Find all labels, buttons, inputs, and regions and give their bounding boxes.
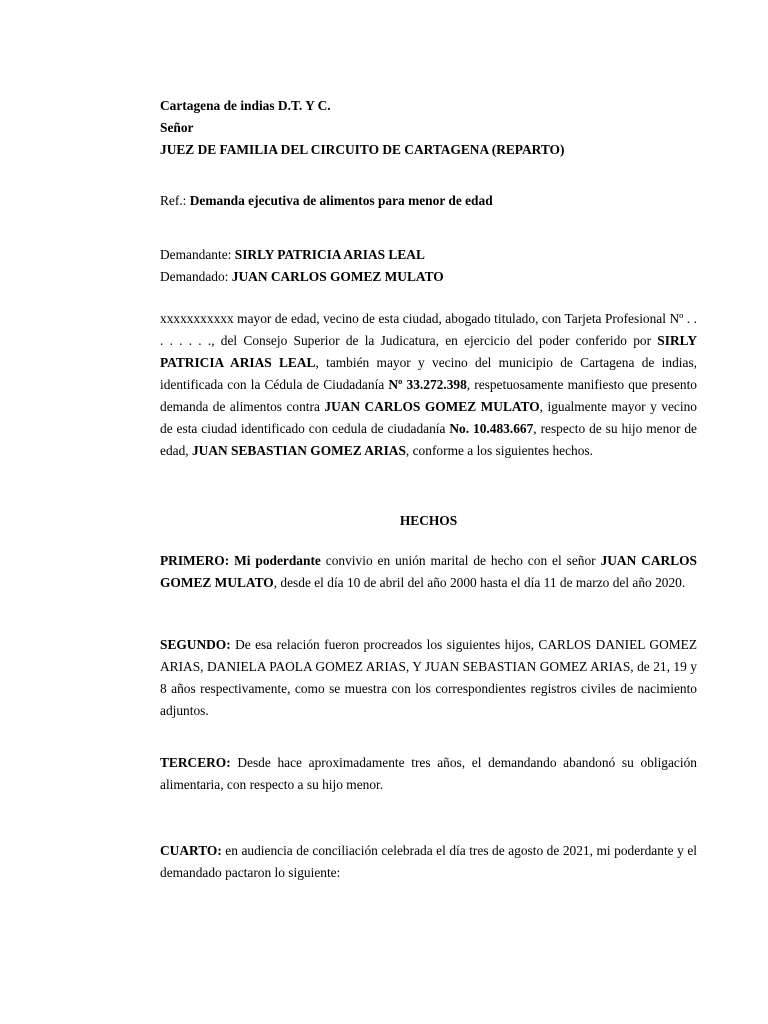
- plaintiff-label: Demandante:: [160, 247, 232, 262]
- primero-defendant-name: JUAN CARLOS GOMEZ MULATO: [160, 553, 697, 590]
- plaintiff-name: SIRLY PATRICIA ARIAS LEAL: [234, 247, 425, 262]
- intro-text-1: xxxxxxxxxxx mayor de edad, vecino de esta ciudad, abogado titulado, con Tarjeta Profesional Nº . . . . . . . ., del Consejo Superior de la Judicatura, en ejercicio del poder conferido por: [160, 311, 697, 348]
- intro-plaintiff-id: Nº 33.272.398: [388, 377, 467, 392]
- primero-label: PRIMERO:: [160, 553, 230, 568]
- city-line: Cartagena de indias D.T. Y C.: [160, 98, 331, 113]
- fact-tercero: [160, 752, 697, 796]
- defendant-label: Demandado:: [160, 269, 229, 284]
- cuarto-label: CUARTO:: [160, 843, 222, 858]
- letter-header: [160, 95, 697, 161]
- ref-label: Ref.:: [160, 193, 187, 208]
- addressee-line: JUEZ DE FAMILIA DEL CIRCUITO DE CARTAGENA (REPARTO): [160, 142, 565, 157]
- cuarto-text: en audiencia de conciliación celebrada el día tres de agosto de 2021, mi poderdante y el demandado pactaron lo siguiente:: [160, 843, 697, 880]
- defendant-name: JUAN CARLOS GOMEZ MULATO: [231, 269, 444, 284]
- intro-text-3: , respetuosamente manifiesto que presento demanda de alimentos contra: [160, 377, 697, 414]
- intro-defendant-id: No. 10.483.667: [449, 421, 534, 436]
- fact-segundo: [160, 634, 697, 722]
- intro-text-2: , también mayor y vecino del municipio de Cartagena de indias, identificada con la Cédula de Ciudadanía: [160, 355, 697, 392]
- intro-text-5: , respecto de su hijo menor de edad,: [160, 421, 698, 458]
- hechos-title: HECHOS: [399, 513, 458, 528]
- ref-text: Demanda ejecutiva de alimentos para menor de edad: [189, 193, 493, 208]
- salutation-line: Señor: [160, 120, 194, 135]
- intro-minor-name: JUAN SEBASTIAN GOMEZ ARIAS: [191, 443, 406, 458]
- tercero-text: Desde hace aproximadamente tres años, el demandando abandonó su obligación alimentaria, con respecto a su hijo menor.: [160, 755, 697, 792]
- primero-text-1: convivio en unión marital de hecho con el señor: [320, 553, 601, 568]
- reference-line: [160, 190, 697, 212]
- intro-text-6: , conforme a los siguientes hechos.: [405, 443, 593, 458]
- segundo-label: SEGUNDO:: [160, 637, 231, 652]
- intro-plaintiff-name: SIRLY PATRICIA ARIAS LEAL: [160, 333, 697, 370]
- segundo-text: De esa relación fueron procreados los siguientes hijos, CARLOS DANIEL GOMEZ ARIAS, DANIELA PAOLA GOMEZ ARIAS, Y JUAN SEBASTIAN GOMEZ ARIAS, de 21, 19 y 8 años respectivamente, como se muestra con los correspondientes registros civiles de nacimiento adjuntos.: [160, 637, 697, 718]
- fact-primero: [160, 550, 697, 594]
- parties: [160, 244, 697, 288]
- intro-text-4: , igualmente mayor y vecino de esta ciudad identificado con cedula de ciudadanía: [160, 399, 697, 436]
- fact-cuarto: [160, 840, 697, 884]
- intro-defendant-name: JUAN CARLOS GOMEZ MULATO: [324, 399, 540, 414]
- tercero-label: TERCERO:: [160, 755, 231, 770]
- intro-paragraph: [160, 308, 697, 462]
- primero-lead: Mi poderdante: [234, 553, 321, 568]
- primero-text-2: , desde el día 10 de abril del año 2000 hasta el día 11 de marzo del año 2020.: [273, 575, 686, 590]
